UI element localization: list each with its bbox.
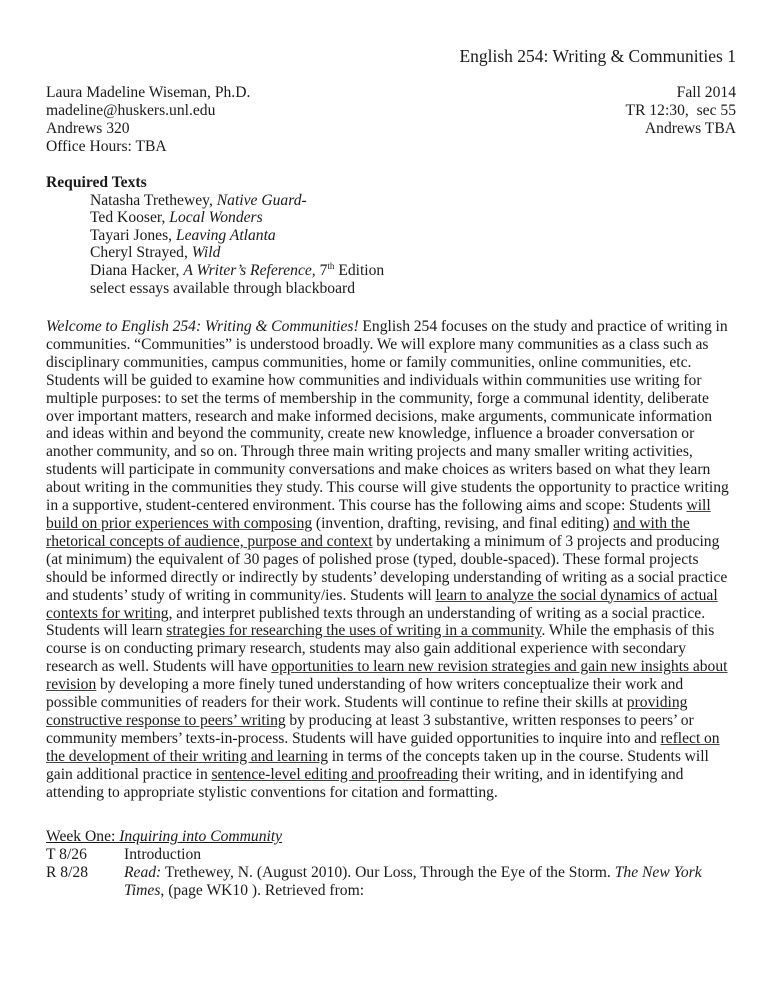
reading-citation: Trethewey, N. (August 2010). Our Loss, Through the Eye of the Storm.: [161, 863, 615, 881]
week-label: Week One:: [46, 828, 116, 845]
text-author: Cheryl Strayed,: [90, 244, 192, 262]
office-hours: Office Hours: TBA: [46, 138, 167, 155]
required-texts-heading: Required Texts: [46, 174, 147, 191]
week-heading: [46, 828, 736, 846]
description-text: in terms of the concepts taken up in the course. Students will gain additional practice in: [46, 747, 709, 783]
course-info: [626, 84, 736, 138]
underlined-goal: learn to analyze the social dynamics of actual contexts for writing: [46, 586, 718, 622]
schedule-date: T 8/26: [46, 845, 87, 863]
course-schedule: TR 12:30, sec 55: [625, 102, 736, 119]
text-title: Local Wonders: [169, 209, 263, 227]
underlined-goal: providing constructive response to peers’ writing: [46, 694, 688, 729]
underlined-goal: reflect on the development of their writing and learning: [46, 729, 720, 765]
reading-citation-tail: , (page WK10 ). Retrieved from:: [160, 881, 365, 899]
required-text-item: [90, 209, 384, 227]
text-title: Wild: [191, 244, 221, 262]
description-text: English 254 focuses on the study and practice of writing in communities. “Communities” is understood broadly. We will explore many communities as a class such as disciplinary communities, campus communities, home or family communities, online communities, etc. Students will be guided to examine how communities and individuals within communities use writing for multiple purposes: to set the terms of membership in the community, forge a communal identity, deliberate over important matters, research and make informed decisions, make arguments, communicate information and ideas within and beyond the community, create new knowledge, influence a broader conversation or another community, and so on. Through three main writing projects and many smaller writing activities, students will participate in community conversations and make choices as writers based on what they learn about writing in the communities they study. This course will give students the opportunity to practice writing in a supportive, student-centered environment. This course has the following aims and scope: Students: [46, 318, 729, 515]
week-one-schedule: [46, 828, 736, 900]
text-author: Diana Hacker,: [90, 261, 184, 279]
description-text: , and interpret published texts through an understanding of writing as a social practice. Students will learn: [46, 604, 706, 640]
instructor-name: Laura Madeline Wiseman, Ph.D.: [46, 84, 251, 101]
welcome-italic: Welcome to English 254: Writing & Communities!: [46, 318, 359, 335]
required-text-item: [90, 280, 384, 298]
required-text-item: [90, 192, 384, 210]
instructor-email: madeline@huskers.unl.edu: [46, 102, 216, 119]
text-author: Natasha Trethewey,: [90, 191, 217, 209]
text-title: Native Guard-: [216, 191, 307, 209]
course-term: Fall 2014: [676, 84, 736, 101]
text-title: A Writer’s Reference,: [183, 261, 316, 279]
underlined-goal: sentence-level editing and proofreading: [211, 765, 459, 783]
schedule-row: [46, 846, 736, 864]
instructor-info: [46, 84, 250, 156]
edition-ordinal: th: [327, 260, 335, 271]
required-texts-list: [46, 192, 384, 298]
schedule-date: R 8/28: [46, 863, 89, 881]
required-text-item: [90, 227, 384, 245]
edition-number: 7: [315, 261, 328, 279]
course-description-paragraph: [46, 318, 736, 801]
description-text: by developing a more finely tuned understanding of how writers conceptualize their work and possible communities of readers for their work. Students will continue to refine their skills at: [46, 676, 684, 712]
description-text: their writing, and in identifying and attending to appropriate stylistic conventions for citation and formatting.: [46, 765, 684, 801]
description-text: by undertaking a minimum of 3 projects and producing (at minimum) the equivalent of 30 pages of polished prose (typed, double-spaced). These formal projects should be informed directly or indirectly by students’ developing understanding of writing as a social practice and students’ study of writing in community/ies. Students will: [46, 532, 728, 604]
text-author: Tayari Jones,: [90, 226, 176, 244]
text-note: select essays available through blackboard: [90, 279, 355, 297]
description-text: (invention, drafting, revising, and final editing): [312, 514, 614, 532]
week-topic: Inquiring into Community: [119, 828, 283, 845]
underlined-goal: opportunities to learn new revision strategies and gain new insights about revision: [46, 658, 728, 694]
reading-source: The New York Times: [124, 863, 702, 899]
read-label: Read:: [124, 863, 162, 881]
course-location: Andrews TBA: [644, 120, 736, 137]
required-text-item: [90, 262, 384, 280]
underlined-goal: and with the rhetorical concepts of audience, purpose and context: [46, 514, 690, 550]
description-text: . While the emphasis of this course is on conducting primary research, students may also gain additional experience with secondary research as well. Students will have: [46, 622, 715, 676]
text-author: Ted Kooser,: [90, 209, 170, 227]
schedule-row: [46, 864, 736, 900]
edition-label: Edition: [334, 261, 385, 279]
required-text-item: [90, 244, 384, 262]
required-texts-section: [46, 174, 384, 297]
underlined-goal: strategies for researching the uses of writing in a community: [166, 622, 542, 640]
instructor-office: Andrews 320: [46, 120, 130, 137]
text-title: Leaving Atlanta: [175, 226, 276, 244]
underlined-goal: will build on prior experiences with composing: [46, 497, 711, 532]
description-text: by producing at least 3 substantive, written responses to peers’ or community members’ texts-in-process. Students will have guided opportunities to inquire into and: [46, 711, 694, 747]
schedule-description: Introduction: [124, 845, 202, 863]
running-header-title: English 254: Writing & Communities 1: [459, 46, 736, 66]
schedule-description: [124, 864, 736, 900]
